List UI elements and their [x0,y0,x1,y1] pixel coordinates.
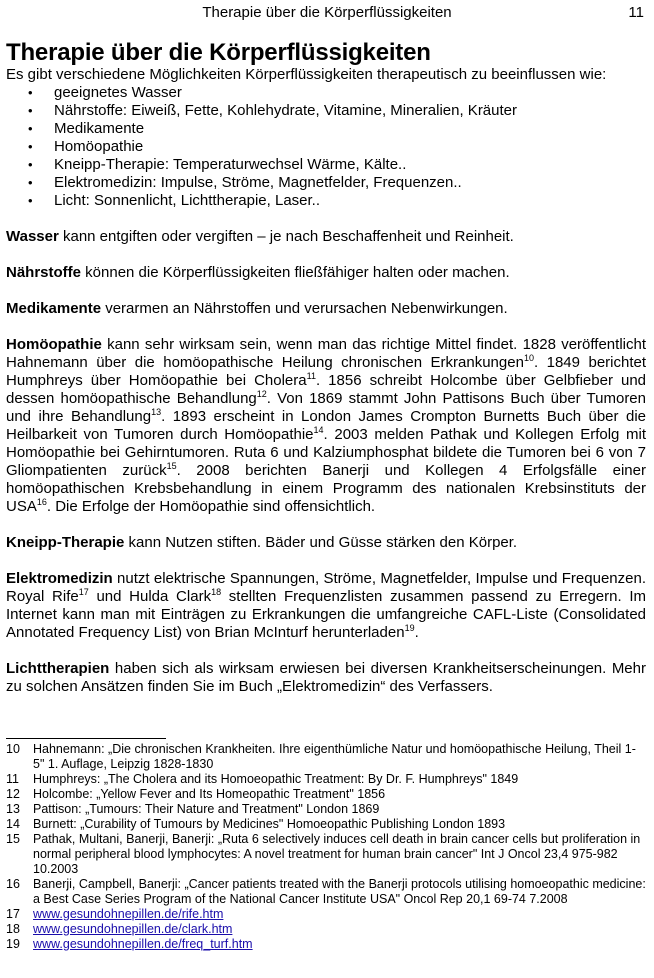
footnote-ref[interactable]: 10 [523,353,534,363]
bullet-icon: • [28,157,33,172]
footnotes [6,742,646,952]
footnote: 13 Pattison: „Tumours: Their Nature and Treatment" London 1869 [6,802,380,816]
footnote-number: 17 [6,907,20,921]
bullet-icon: • [28,103,33,118]
footnote-ref[interactable]: 16 [36,497,47,507]
list-item: • Licht: Sonnenlicht, Lichttherapie, Laser.. [28,192,321,209]
term-lichttherapien: Lichttherapien [6,660,110,677]
footnote-number: 19 [6,937,20,951]
footnote-number: 14 [6,817,20,831]
footnote [6,937,646,952]
term-wasser: Wasser [6,228,59,245]
list-item: • Medikamente [28,120,145,137]
paragraph-wasser: Wasser kann entgiften oder vergiften – je nach Beschaffenheit und Reinheit. [6,228,514,245]
bullet-icon: • [28,193,33,208]
footnote-number: 11 [6,772,19,786]
paragraph-medikamente: Medikamente verarmen an Nährstoffen und verursachen Nebenwirkungen. [6,300,508,317]
term-medikamente: Medikamente [6,300,102,317]
list-item: • Elektromedizin: Impulse, Ströme, Magnetfelder, Frequenzen.. [28,174,462,191]
page-number: 11 [628,4,644,21]
term-kneipp: Kneipp-Therapie [6,534,125,551]
footnote: 16 Banerji, Campbell, Banerji: „Cancer patients treated with the Banerji protocols utilising homoeopathic medicine: a Best Case Series Program of the National Cancer Institute USA" Oncol Rep 20,1 69-74 7.2008 [6,877,646,906]
paragraph-kneipp: Kneipp-Therapie kann Nutzen stiften. Bäder und Güsse stärken den Körper. [6,534,518,551]
footnote-number: 15 [6,832,20,846]
footnote-ref[interactable]: 18 [211,587,222,597]
footnote-number: 18 [6,922,20,936]
footnote-divider [6,738,166,739]
bullet-icon: • [28,121,33,136]
list-item: • Kneipp-Therapie: Temperaturwechsel Wärme, Kälte.. [28,156,407,173]
bullet-icon: • [28,139,33,154]
footnote-ref[interactable]: 19 [404,623,415,633]
therapy-list [6,84,646,210]
term-homoeopathie: Homöopathie [6,336,102,353]
body-text [6,66,646,714]
intro-paragraph: Es gibt verschiedene Möglichkeiten Körperflüssigkeiten therapeutisch zu beeinflussen wie: [6,66,607,83]
bullet-icon: • [28,85,33,100]
running-title: Therapie über die Körperflüssigkeiten [202,4,452,21]
list-item: • Nährstoffe: Eiweiß, Fette, Kohlehydrate, Vitamine, Mineralien, Kräuter [28,102,518,119]
list-item: • Homöopathie [28,138,144,155]
footnote [6,922,646,937]
footnote [6,907,646,922]
footnote: 10 Hahnemann: „Die chronischen Krankheiten. Ihre eigenthümliche Natur und homöopathische Heilung, Theil 1-5" 1. Auflage, Leipzig 1828-1830 [6,742,636,771]
footnote-number: 13 [6,802,20,816]
footnote: 12 Holcombe: „Yellow Fever and Its Homeopathic Treatment" 1856 [6,787,386,801]
paragraph-homoeopathie: Homöopathie kann sehr wirksam sein, wenn man das richtige Mittel findet. 1828 veröffentlicht Hahnemann über die homöopathische Heilung chronischen Erkrankungen$^{10}$. 1849 berichtet Humphreys über Homöopathie bei Cholera$^{11}$. 1856 schreibt Holcombe über Gelbfieber und dessen homöopathische Behandlung$^{12}$. Von 1869 stammt John Pattisons Buch über Tumoren und ihre Behandlung$^{13}$. 1893 erscheint in London James Crompton Burnetts Buch über die Heilbarkeit von Tumoren durch Homöopathie$^{14}$. 2003 melden Pathak und Kollegen Erfolg mit Homöopathie bei Gehirntumoren. Ruta 6 und Kalziumphosphat bildete die Tumoren bei 6 von 7 Gliompatienten zurück$^{15}$. 2008 berichten Banerji und Kollegen 4 Erfolgsfälle einer homöopathischen Krebsbehandlung in einem Programm des nationalen Krebsinstituts der USA$^{16}$. Die Erfolge der Homöopathie sind offensichtlich. [6,336,647,515]
footnote: 14 Burnett: „Curability of Tumours by Medicines" Homoeopathic Publishing London 1893 [6,817,506,831]
term-elektromedizin: Elektromedizin [6,570,113,587]
footnote-number: 10 [6,742,20,756]
running-header [6,4,648,24]
bullet-icon: • [28,175,33,190]
footnote-number: 16 [6,877,20,891]
footnote: 11 Humphreys: „The Cholera and its Homoeopathic Treatment: By Dr. F. Humphreys" 1849 [6,772,519,786]
footnote-ref[interactable]: 11 [306,371,316,381]
footnote-link-rife[interactable]: www.gesundohnepillen.de/rife.htm [33,907,224,921]
section-heading: Therapie über die Körperflüssigkeiten [6,39,431,66]
footnote-ref[interactable]: 13 [151,407,162,417]
footnote-link-clark[interactable]: www.gesundohnepillen.de/clark.htm [33,922,233,936]
footnote-ref[interactable]: 17 [78,587,89,597]
footnote-link-freq-turf[interactable]: www.gesundohnepillen.de/freq_turf.htm [33,937,253,951]
list-item: • geeignetes Wasser [28,84,182,101]
footnote-ref[interactable]: 15 [166,461,177,471]
paragraph-lichttherapien: Lichttherapien haben sich als wirksam erwiesen bei diversen Krankheitserscheinungen. Mehr zu solchen Ansätzen finden Sie im Buch „Elektromedizin“ des Verfassers. [6,660,646,695]
footnote-ref[interactable]: 14 [313,425,324,435]
footnote-number: 12 [6,787,20,801]
paragraph-elektromedizin: Elektromedizin nutzt elektrische Spannungen, Ströme, Magnetfelder, Impulse und Frequenzen. Royal Rife$^{17}$ und Hulda Clark$^{18}$ stellten Frequenzlisten zusammen passend zu Erregern. Im Internet kann man mit Einträgen zu Erkrankungen die umfangreiche CAFL-Liste (Consolidated Annotated Frequency List) von Brian McInturf herunterladen$^{19}$. [6,570,646,641]
paragraph-naehrstoffe: Nährstoffe können die Körperflüssigkeiten fließfähiger halten oder machen. [6,264,510,281]
footnote: 15 Pathak, Multani, Banerji, Banerji: „Ruta 6 selectively induces cell death in brain cancer cells but proliferation in normal peripheral blood lymphocytes: A novel treatment for human brain cancer" Int J Oncol 23,4 975-982 10.2003 [6,832,641,876]
term-naehrstoffe: Nährstoffe [6,264,82,281]
footnote-ref[interactable]: 12 [256,389,267,399]
